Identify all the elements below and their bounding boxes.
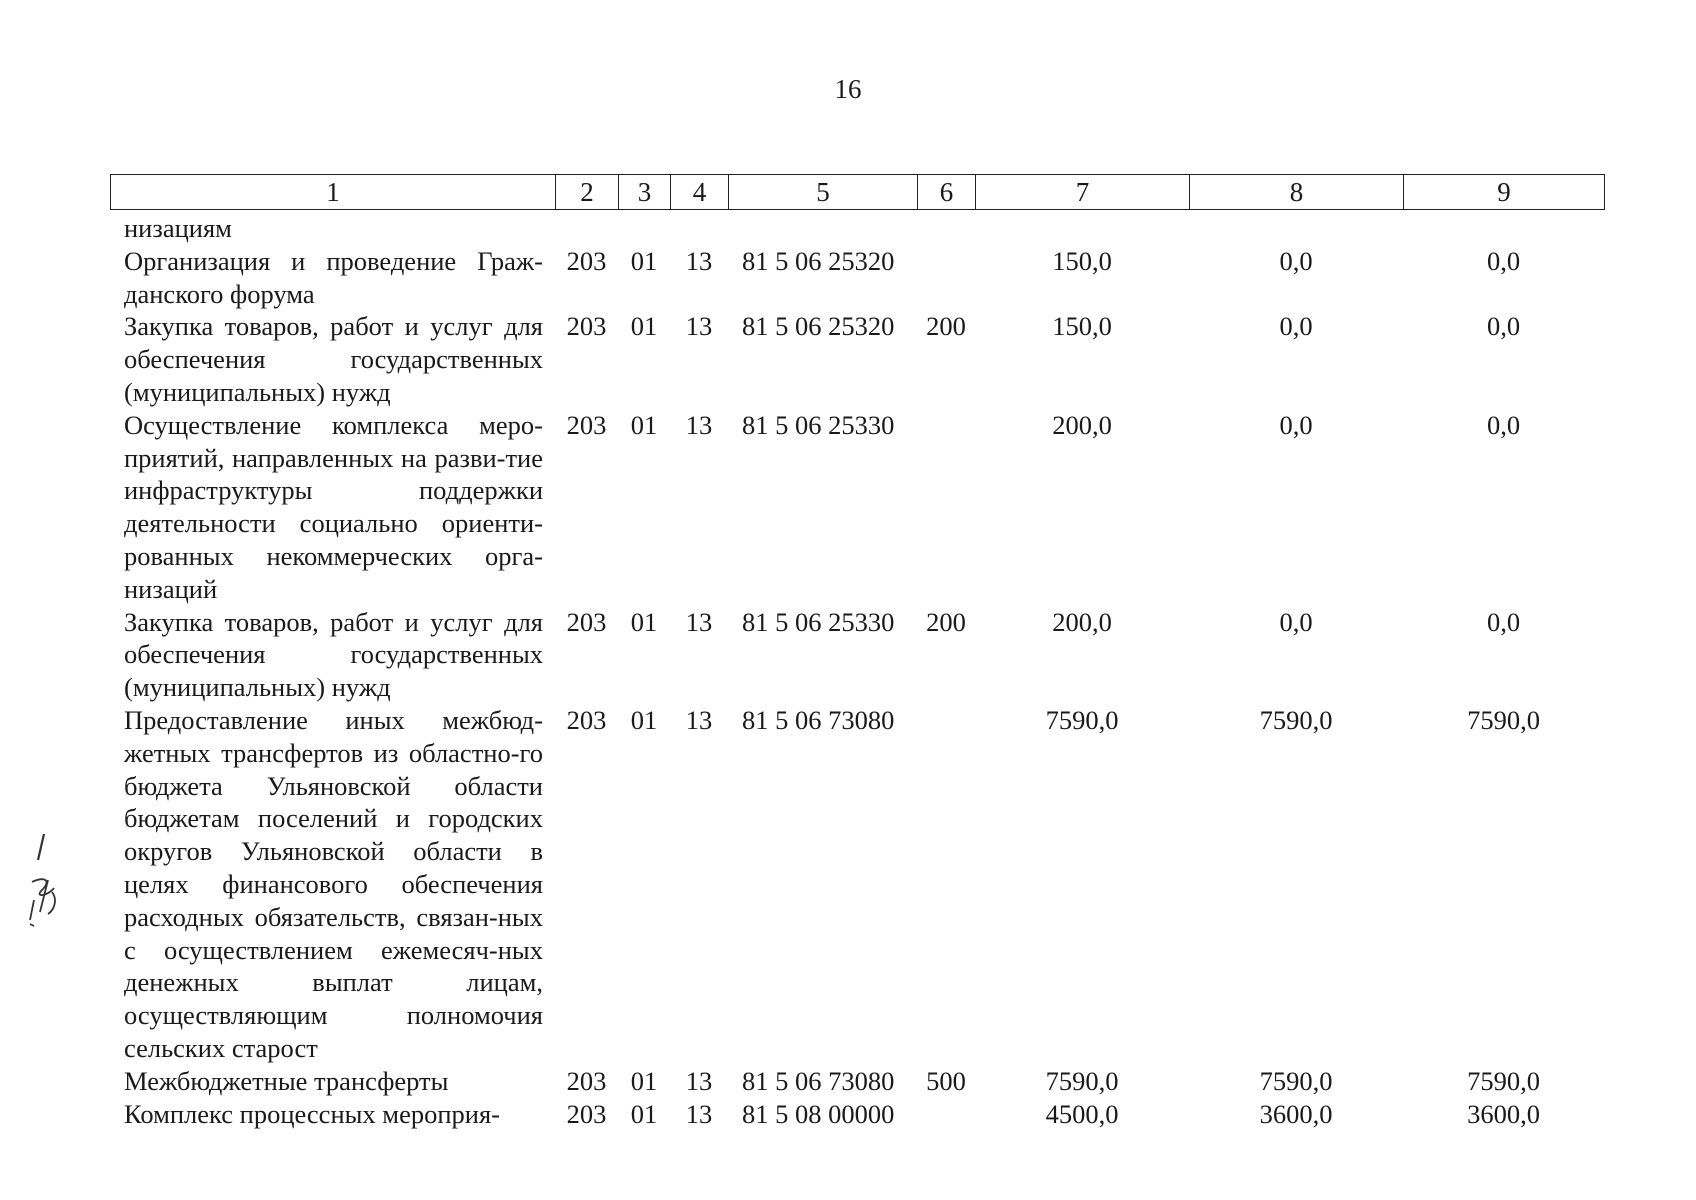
row-col-9: 0,0 bbox=[1486, 245, 1521, 276]
row-col-4: 13 bbox=[685, 409, 713, 440]
row-col-3: 01 bbox=[630, 245, 658, 276]
row-col-8: 7590,0 bbox=[1259, 704, 1333, 735]
row-col-8: 0,0 bbox=[1279, 606, 1313, 637]
row-col-5: 81 5 06 25330 bbox=[742, 606, 895, 637]
handwritten-initials-mark bbox=[18, 830, 68, 950]
row-col-9: 0,0 bbox=[1486, 409, 1521, 440]
row-col-6 bbox=[917, 212, 975, 245]
row-col-2: 203 bbox=[566, 311, 607, 342]
row-col-5: 81 5 06 73080 bbox=[742, 1065, 895, 1096]
row-col-4: 13 bbox=[685, 245, 713, 276]
row-name: Предоставление иных межбюд-жетных трансфертов из областно-го бюджета Ульяновской области бюджетам поселений и городских округов Ульяновской области в целях финансового обеспечения расходных обязательств, связан-ных с осуществлением ежемесяч-ных денежных выплат лицам, осуществляющим полномочия сельских старост bbox=[124, 704, 543, 1063]
row-col-4: 13 bbox=[685, 704, 713, 735]
row-col-4: 13 bbox=[685, 1065, 713, 1096]
header-col-1: 1 bbox=[111, 175, 556, 210]
row-col-6: 200 bbox=[926, 311, 966, 342]
row-col-7: 7590,0 bbox=[1045, 704, 1119, 735]
page-number: 16 bbox=[834, 74, 862, 104]
row-col-2: 203 bbox=[566, 704, 607, 735]
header-col-3: 3 bbox=[619, 175, 671, 210]
row-col-8: 0,0 bbox=[1279, 311, 1313, 342]
row-col-3: 01 bbox=[630, 704, 658, 735]
table-row bbox=[110, 1065, 1604, 1098]
row-col-3 bbox=[618, 212, 670, 245]
row-col-8 bbox=[1189, 212, 1403, 245]
header-col-4: 4 bbox=[671, 175, 729, 210]
row-col-7: 4500,0 bbox=[1045, 1098, 1119, 1129]
row-name: Организация и проведение Граж-данского форума bbox=[124, 245, 543, 309]
budget-table-body bbox=[110, 212, 1604, 1130]
header-col-8: 8 bbox=[1190, 175, 1404, 210]
table-row bbox=[110, 704, 1604, 1065]
row-col-3: 01 bbox=[630, 606, 658, 637]
table-row bbox=[110, 245, 1604, 311]
row-col-9 bbox=[1403, 212, 1604, 245]
row-col-6 bbox=[917, 704, 975, 1065]
row-col-9: 7590,0 bbox=[1467, 1065, 1540, 1096]
row-name: Комплекс процессных мероприя- bbox=[124, 1098, 500, 1129]
row-col-6 bbox=[917, 1098, 975, 1131]
row-col-6: 500 bbox=[926, 1065, 966, 1096]
row-col-4 bbox=[670, 212, 728, 245]
row-col-2: 203 bbox=[566, 606, 607, 637]
row-col-9: 7590,0 bbox=[1467, 704, 1540, 735]
row-col-5: 81 5 06 25330 bbox=[742, 409, 895, 440]
header-col-5: 5 bbox=[729, 175, 918, 210]
row-col-8: 3600,0 bbox=[1259, 1098, 1333, 1129]
budget-table bbox=[110, 212, 1604, 1130]
row-col-2: 203 bbox=[566, 1065, 607, 1096]
row-col-7: 200,0 bbox=[1052, 606, 1112, 637]
row-col-7: 150,0 bbox=[1052, 311, 1112, 342]
row-col-3: 01 bbox=[630, 311, 658, 342]
row-name: Закупка товаров, работ и услуг для обеспечения государственных (муниципальных) нужд bbox=[124, 606, 543, 703]
row-col-5: 81 5 08 00000 bbox=[742, 1098, 895, 1129]
row-col-8: 0,0 bbox=[1279, 245, 1313, 276]
row-col-4: 13 bbox=[685, 311, 713, 342]
row-col-7: 7590,0 bbox=[1045, 1065, 1119, 1096]
row-col-7 bbox=[975, 212, 1189, 245]
row-col-4: 13 bbox=[685, 606, 713, 637]
row-name: Межбюджетные трансферты bbox=[124, 1065, 449, 1096]
row-col-4: 13 bbox=[685, 1098, 713, 1129]
header-col-7: 7 bbox=[976, 175, 1190, 210]
column-header-table bbox=[110, 174, 1605, 210]
row-col-5: 81 5 06 25320 bbox=[742, 245, 895, 276]
header-col-9: 9 bbox=[1404, 175, 1605, 210]
row-col-3: 01 bbox=[630, 1098, 658, 1129]
table-row bbox=[110, 409, 1604, 606]
row-col-3: 01 bbox=[630, 409, 658, 440]
row-col-6: 200 bbox=[926, 606, 966, 637]
row-col-5 bbox=[728, 212, 917, 245]
row-col-3: 01 bbox=[630, 1065, 658, 1096]
row-col-2: 203 bbox=[566, 245, 607, 276]
row-col-8: 0,0 bbox=[1279, 409, 1313, 440]
row-col-5: 81 5 06 25320 bbox=[742, 311, 895, 342]
row-name: Осуществление комплекса меро-приятий, направленных на разви-тие инфраструктуры поддержки деятельности социально ориенти-рованных некоммерческих орга-низаций bbox=[124, 409, 543, 604]
row-col-6 bbox=[917, 409, 975, 606]
header-col-2: 2 bbox=[556, 175, 619, 210]
row-col-2 bbox=[555, 212, 618, 245]
row-col-6 bbox=[917, 245, 975, 311]
table-row bbox=[110, 1098, 1604, 1131]
row-col-2: 203 bbox=[566, 409, 607, 440]
header-col-6: 6 bbox=[918, 175, 976, 210]
table-row bbox=[110, 606, 1604, 704]
row-col-9: 0,0 bbox=[1486, 606, 1521, 637]
row-col-9: 3600,0 bbox=[1467, 1098, 1540, 1129]
row-col-9: 0,0 bbox=[1486, 311, 1521, 342]
row-col-5: 81 5 06 73080 bbox=[742, 704, 895, 735]
row-col-8: 7590,0 bbox=[1259, 1065, 1333, 1096]
row-col-2: 203 bbox=[566, 1098, 607, 1129]
row-name: низациям bbox=[124, 213, 232, 243]
row-name: Закупка товаров, работ и услуг для обеспечения государственных (муниципальных) нужд bbox=[124, 311, 543, 407]
table-row bbox=[110, 212, 1604, 245]
row-col-7: 150,0 bbox=[1052, 245, 1112, 276]
row-col-7: 200,0 bbox=[1052, 409, 1112, 440]
table-row bbox=[110, 310, 1604, 408]
